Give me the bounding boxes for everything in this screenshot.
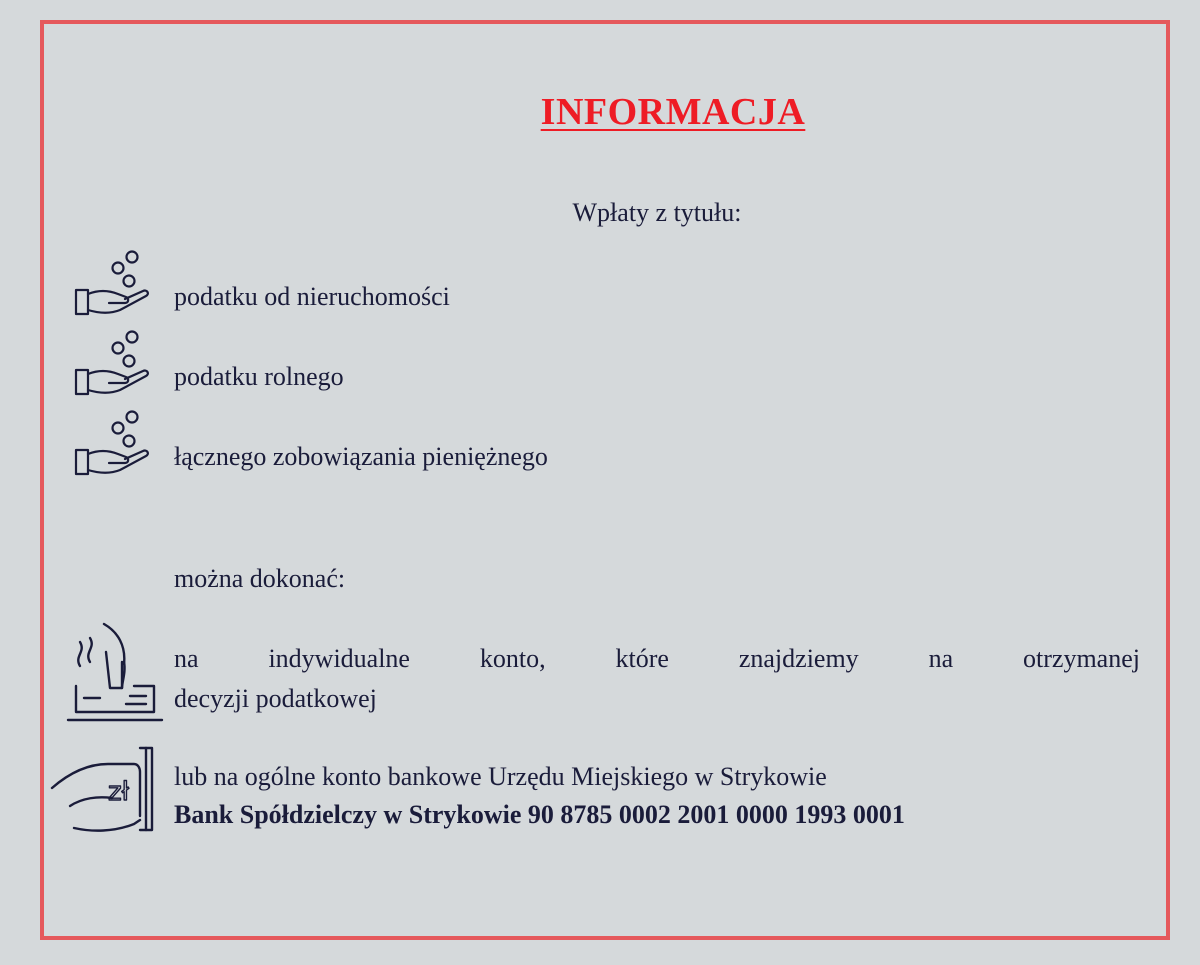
svg-text:zł: zł bbox=[108, 777, 130, 807]
subtitle: Wpłaty z tytułu: bbox=[572, 198, 742, 227]
list-item-combined-liability: łącznego zobowiązania pieniężnego bbox=[174, 442, 548, 471]
option-individual-account-line2: decyzji podatkowej bbox=[174, 684, 377, 713]
bank-account-number: Bank Spółdzielczy w Strykowie 90 8785 0002 2001 0000 1993 0001 bbox=[174, 800, 905, 829]
option-individual-account-line1: na indywidualne konto, które znajdziemy na otrzymanej bbox=[174, 644, 1140, 673]
coins-hand-icon bbox=[72, 248, 158, 318]
laptop-payment-icon bbox=[66, 622, 164, 724]
list-item-agricultural-tax: podatku rolnego bbox=[174, 362, 344, 391]
option-individual-account bbox=[174, 640, 1140, 678]
list-item-property-tax: podatku od nieruchomości bbox=[174, 282, 450, 311]
page-title: INFORMACJA bbox=[540, 91, 806, 133]
coins-hand-icon bbox=[72, 328, 158, 398]
option-general-account: lub na ogólne konto bankowe Urzędu Miejskiego w Strykowie bbox=[174, 762, 827, 791]
coins-hand-icon bbox=[72, 408, 158, 478]
payment-methods-intro: można dokonać: bbox=[174, 564, 346, 593]
zloty-card-hand-icon bbox=[50, 744, 162, 836]
